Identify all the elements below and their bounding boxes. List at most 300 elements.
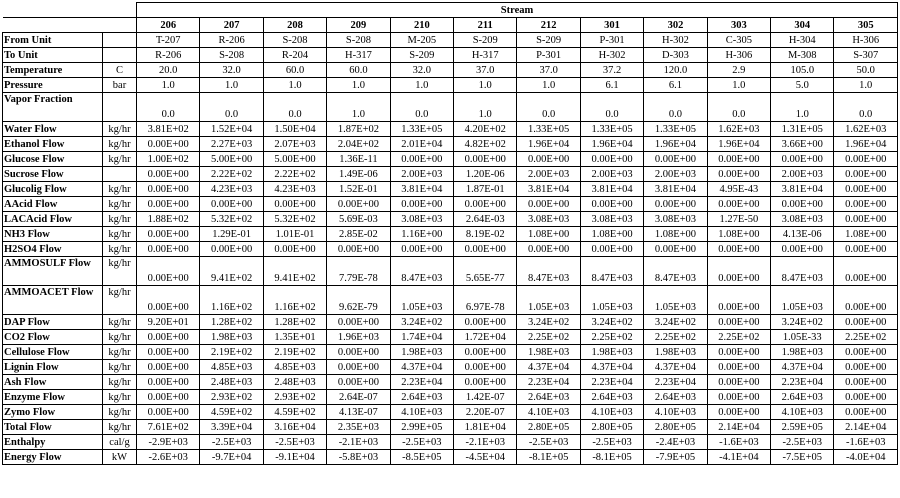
table-cell: -7.9E+05 <box>644 450 707 465</box>
table-cell: 3.39E+04 <box>200 420 263 435</box>
table-cell: 1.28E+02 <box>263 315 326 330</box>
table-cell: S-209 <box>390 48 453 63</box>
table-cell: 0.00E+00 <box>834 212 898 227</box>
table-cell: 1.96E+04 <box>517 137 580 152</box>
table-cell: H-302 <box>644 33 707 48</box>
table-cell: 1.08E+00 <box>644 227 707 242</box>
table-row <box>3 182 898 197</box>
table-cell: 2.23E+04 <box>580 375 643 390</box>
table-cell: 120.0 <box>644 63 707 78</box>
table-cell: 3.08E+03 <box>390 212 453 227</box>
table-cell: 3.24E+02 <box>644 315 707 330</box>
table-cell: 0.00E+00 <box>137 182 200 197</box>
row-unit <box>103 33 137 48</box>
table-cell: 1.05E-33 <box>771 330 834 345</box>
table-cell: -1.6E+03 <box>707 435 770 450</box>
table-cell: 2.93E+02 <box>200 390 263 405</box>
table-cell: 3.08E+03 <box>644 212 707 227</box>
table-row <box>3 122 898 137</box>
stream-id-header: 303 <box>707 18 770 33</box>
table-cell: 1.50E+04 <box>263 122 326 137</box>
table-cell: 7.61E+02 <box>137 420 200 435</box>
table-cell: 1.0 <box>327 78 390 93</box>
table-cell: -9.1E+04 <box>263 450 326 465</box>
table-cell: 1.00E+02 <box>137 152 200 167</box>
table-cell: 4.37E+04 <box>390 360 453 375</box>
table-cell: 0.0 <box>834 93 898 122</box>
table-row <box>3 242 898 257</box>
table-cell: 1.20E-06 <box>454 167 517 182</box>
table-cell: 1.16E+02 <box>263 286 326 315</box>
table-cell: 1.29E-01 <box>200 227 263 242</box>
table-cell: -8.1E+05 <box>580 450 643 465</box>
table-cell: 1.52E-01 <box>327 182 390 197</box>
table-cell: 0.00E+00 <box>327 345 390 360</box>
table-cell: 9.41E+02 <box>200 257 263 286</box>
table-cell: 3.81E+02 <box>137 122 200 137</box>
table-cell: 1.42E-07 <box>454 390 517 405</box>
table-cell: 0.00E+00 <box>200 242 263 257</box>
table-cell: 60.0 <box>327 63 390 78</box>
row-unit: kg/hr <box>103 257 137 286</box>
table-cell: 8.47E+03 <box>771 257 834 286</box>
table-row <box>3 390 898 405</box>
table-cell: 0.0 <box>517 93 580 122</box>
row-unit: kg/hr <box>103 420 137 435</box>
table-cell: 0.00E+00 <box>327 375 390 390</box>
table-cell: -2.5E+03 <box>263 435 326 450</box>
table-cell: 2.25E+02 <box>580 330 643 345</box>
table-cell: 20.0 <box>137 63 200 78</box>
table-cell: 50.0 <box>834 63 898 78</box>
table-cell: 0.0 <box>580 93 643 122</box>
table-cell: 0.00E+00 <box>707 167 770 182</box>
table-cell: 1.96E+04 <box>580 137 643 152</box>
table-cell: 1.74E+04 <box>390 330 453 345</box>
table-cell: M-308 <box>771 48 834 63</box>
stream-id-header: 210 <box>390 18 453 33</box>
stream-group-header: Stream <box>137 3 898 18</box>
row-label: LACAcid Flow <box>3 212 103 227</box>
table-cell: 1.98E+03 <box>390 345 453 360</box>
table-cell: 9.62E-79 <box>327 286 390 315</box>
corner-blank <box>3 3 137 18</box>
table-cell: 0.00E+00 <box>454 242 517 257</box>
table-cell: 5.69E-03 <box>327 212 390 227</box>
table-cell: 2.22E+02 <box>263 167 326 182</box>
table-cell: 4.10E+03 <box>580 405 643 420</box>
table-cell: 2.80E+05 <box>644 420 707 435</box>
table-cell: -9.7E+04 <box>200 450 263 465</box>
table-cell: H-302 <box>580 48 643 63</box>
table-cell: 0.00E+00 <box>454 315 517 330</box>
table-cell: 1.31E+05 <box>771 122 834 137</box>
table-cell: 0.0 <box>707 93 770 122</box>
row-label: From Unit <box>3 33 103 48</box>
table-cell: 0.00E+00 <box>834 360 898 375</box>
table-cell: 0.00E+00 <box>580 197 643 212</box>
table-cell: 0.00E+00 <box>200 197 263 212</box>
table-cell: H-317 <box>327 48 390 63</box>
table-cell: 0.00E+00 <box>454 152 517 167</box>
table-cell: 2.64E+03 <box>390 390 453 405</box>
row-unit: kg/hr <box>103 286 137 315</box>
table-cell: 1.36E-11 <box>327 152 390 167</box>
table-cell: 0.00E+00 <box>707 315 770 330</box>
table-cell: R-204 <box>263 48 326 63</box>
table-cell: S-208 <box>200 48 263 63</box>
table-row <box>3 33 898 48</box>
table-cell: 2.27E+03 <box>200 137 263 152</box>
table-cell: 0.00E+00 <box>644 242 707 257</box>
table-cell: 0.00E+00 <box>327 315 390 330</box>
table-row <box>3 375 898 390</box>
table-cell: 1.27E-50 <box>707 212 770 227</box>
table-cell: 1.05E+03 <box>390 286 453 315</box>
table-cell: -1.6E+03 <box>834 435 898 450</box>
table-cell: 1.28E+02 <box>200 315 263 330</box>
row-label: Water Flow <box>3 122 103 137</box>
table-cell: 0.00E+00 <box>834 152 898 167</box>
table-cell: 32.0 <box>200 63 263 78</box>
table-cell: 2.22E+02 <box>200 167 263 182</box>
table-cell: 0.00E+00 <box>517 242 580 257</box>
stream-id-header: 301 <box>580 18 643 33</box>
table-cell: 0.00E+00 <box>580 242 643 257</box>
table-cell: 1.01E-01 <box>263 227 326 242</box>
table-cell: 6.1 <box>644 78 707 93</box>
table-cell: -2.6E+03 <box>137 450 200 465</box>
table-cell: 0.00E+00 <box>137 286 200 315</box>
stream-id-header: 212 <box>517 18 580 33</box>
table-cell: 1.08E+00 <box>834 227 898 242</box>
table-row <box>3 405 898 420</box>
table-cell: 2.23E+04 <box>390 375 453 390</box>
table-cell: T-207 <box>137 33 200 48</box>
table-cell: H-306 <box>834 33 898 48</box>
table-cell: -4.5E+04 <box>454 450 517 465</box>
table-cell: 2.64E+03 <box>580 390 643 405</box>
row-label: AAcid Flow <box>3 197 103 212</box>
table-cell: 1.0 <box>327 93 390 122</box>
table-cell: 2.07E+03 <box>263 137 326 152</box>
table-cell: 1.08E+00 <box>580 227 643 242</box>
table-cell: -2.5E+03 <box>200 435 263 450</box>
table-cell: S-209 <box>517 33 580 48</box>
table-cell: -2.5E+03 <box>771 435 834 450</box>
table-cell: 2.04E+02 <box>327 137 390 152</box>
row-unit: cal/g <box>103 435 137 450</box>
table-cell: 3.81E+04 <box>580 182 643 197</box>
table-cell: 1.33E+05 <box>644 122 707 137</box>
table-cell: 1.98E+03 <box>771 345 834 360</box>
table-cell: 1.0 <box>517 78 580 93</box>
row-unit: kg/hr <box>103 122 137 137</box>
table-cell: P-301 <box>580 33 643 48</box>
table-cell: 3.81E+04 <box>644 182 707 197</box>
table-cell: 0.00E+00 <box>137 257 200 286</box>
table-cell: 2.85E-02 <box>327 227 390 242</box>
table-cell: 0.00E+00 <box>644 152 707 167</box>
table-cell: 1.35E+01 <box>263 330 326 345</box>
table-cell: 4.10E+03 <box>517 405 580 420</box>
table-cell: 0.00E+00 <box>327 242 390 257</box>
table-cell: 0.00E+00 <box>771 242 834 257</box>
table-cell: 4.20E+02 <box>454 122 517 137</box>
table-cell: -7.5E+05 <box>771 450 834 465</box>
table-cell: 2.48E+03 <box>200 375 263 390</box>
row-label: Lignin Flow <box>3 360 103 375</box>
table-cell: 4.10E+03 <box>390 405 453 420</box>
table-cell: 2.00E+03 <box>517 167 580 182</box>
table-cell: 0.00E+00 <box>707 286 770 315</box>
table-cell: M-205 <box>390 33 453 48</box>
row-unit <box>103 93 137 122</box>
table-cell: 6.97E-78 <box>454 286 517 315</box>
table-cell: 37.2 <box>580 63 643 78</box>
table-cell: 1.16E+00 <box>390 227 453 242</box>
row-unit: kg/hr <box>103 375 137 390</box>
table-cell: 2.00E+03 <box>771 167 834 182</box>
row-unit: kg/hr <box>103 390 137 405</box>
table-cell: 2.64E+03 <box>517 390 580 405</box>
table-cell: 2.35E+03 <box>327 420 390 435</box>
table-cell: 1.87E+02 <box>327 122 390 137</box>
table-cell: 4.95E-43 <box>707 182 770 197</box>
table-cell: 3.81E+04 <box>390 182 453 197</box>
table-cell: 3.08E+03 <box>517 212 580 227</box>
row-unit: kW <box>103 450 137 465</box>
table-cell: 0.00E+00 <box>454 360 517 375</box>
row-unit <box>103 167 137 182</box>
table-cell: 3.66E+00 <box>771 137 834 152</box>
table-cell: 0.00E+00 <box>137 405 200 420</box>
table-cell: 105.0 <box>771 63 834 78</box>
row-unit: kg/hr <box>103 182 137 197</box>
table-cell: H-317 <box>454 48 517 63</box>
row-label: NH3 Flow <box>3 227 103 242</box>
table-cell: -8.1E+05 <box>517 450 580 465</box>
row-unit: C <box>103 63 137 78</box>
table-cell: 0.00E+00 <box>834 375 898 390</box>
corner-blank-2 <box>3 18 137 33</box>
table-cell: 0.00E+00 <box>834 390 898 405</box>
table-cell: 0.0 <box>390 93 453 122</box>
table-cell: 2.00E+03 <box>390 167 453 182</box>
row-unit: kg/hr <box>103 212 137 227</box>
table-cell: 2.99E+05 <box>390 420 453 435</box>
table-row <box>3 212 898 227</box>
table-cell: 5.65E-77 <box>454 257 517 286</box>
table-cell: 0.00E+00 <box>517 197 580 212</box>
table-cell: 5.0 <box>771 78 834 93</box>
table-cell: 8.47E+03 <box>644 257 707 286</box>
table-cell: 1.0 <box>137 78 200 93</box>
table-cell: 0.0 <box>137 93 200 122</box>
table-cell: 2.23E+04 <box>771 375 834 390</box>
row-label: H2SO4 Flow <box>3 242 103 257</box>
table-cell: 0.00E+00 <box>137 345 200 360</box>
table-cell: P-301 <box>517 48 580 63</box>
row-unit: kg/hr <box>103 197 137 212</box>
table-cell: 0.00E+00 <box>137 375 200 390</box>
table-cell: 0.00E+00 <box>834 257 898 286</box>
table-cell: 6.1 <box>580 78 643 93</box>
table-cell: 0.00E+00 <box>834 345 898 360</box>
table-cell: 0.00E+00 <box>834 405 898 420</box>
table-cell: 2.14E+04 <box>834 420 898 435</box>
table-cell: 1.05E+03 <box>771 286 834 315</box>
table-cell: 8.47E+03 <box>517 257 580 286</box>
row-label: Zymo Flow <box>3 405 103 420</box>
table-cell: 9.41E+02 <box>263 257 326 286</box>
table-cell: -2.1E+03 <box>454 435 517 450</box>
table-cell: 4.13E-07 <box>327 405 390 420</box>
row-label: Ethanol Flow <box>3 137 103 152</box>
table-cell: 1.0 <box>771 93 834 122</box>
table-cell: 2.80E+05 <box>517 420 580 435</box>
table-cell: 1.88E+02 <box>137 212 200 227</box>
table-cell: 60.0 <box>263 63 326 78</box>
table-cell: 2.9 <box>707 63 770 78</box>
table-cell: 0.00E+00 <box>327 197 390 212</box>
table-cell: 4.23E+03 <box>200 182 263 197</box>
table-cell: 0.00E+00 <box>644 197 707 212</box>
table-cell: 5.00E+00 <box>263 152 326 167</box>
row-unit: bar <box>103 78 137 93</box>
table-cell: S-307 <box>834 48 898 63</box>
table-cell: 3.08E+03 <box>771 212 834 227</box>
table-cell: 1.05E+03 <box>517 286 580 315</box>
table-cell: 0.00E+00 <box>834 197 898 212</box>
table-cell: 0.00E+00 <box>834 315 898 330</box>
row-label: Enzyme Flow <box>3 390 103 405</box>
table-cell: 4.82E+02 <box>454 137 517 152</box>
table-cell: 2.80E+05 <box>580 420 643 435</box>
table-cell: 2.25E+02 <box>834 330 898 345</box>
stream-id-header: 207 <box>200 18 263 33</box>
table-cell: 0.00E+00 <box>707 197 770 212</box>
row-unit: kg/hr <box>103 152 137 167</box>
table-cell: 1.49E-06 <box>327 167 390 182</box>
table-cell: 4.85E+03 <box>263 360 326 375</box>
table-cell: 1.81E+04 <box>454 420 517 435</box>
table-cell: 2.25E+02 <box>644 330 707 345</box>
table-row <box>3 167 898 182</box>
table-cell: S-208 <box>327 33 390 48</box>
table-cell: 0.00E+00 <box>263 242 326 257</box>
table-cell: 3.24E+02 <box>580 315 643 330</box>
table-cell: 2.64E+03 <box>771 390 834 405</box>
table-cell: 2.00E+03 <box>644 167 707 182</box>
table-cell: 0.00E+00 <box>707 405 770 420</box>
table-cell: 2.48E+03 <box>263 375 326 390</box>
table-cell: 1.0 <box>834 78 898 93</box>
table-row <box>3 152 898 167</box>
table-cell: 5.32E+02 <box>200 212 263 227</box>
table-cell: -8.5E+05 <box>390 450 453 465</box>
stream-id-header: 305 <box>834 18 898 33</box>
table-cell: 0.00E+00 <box>771 152 834 167</box>
table-cell: 1.08E+00 <box>517 227 580 242</box>
table-cell: 0.00E+00 <box>327 360 390 375</box>
table-cell: 1.96E+04 <box>644 137 707 152</box>
row-unit: kg/hr <box>103 405 137 420</box>
table-cell: H-304 <box>771 33 834 48</box>
table-cell: 4.13E-06 <box>771 227 834 242</box>
table-cell: 2.25E+02 <box>707 330 770 345</box>
table-cell: 1.08E+00 <box>707 227 770 242</box>
table-cell: 1.98E+03 <box>644 345 707 360</box>
table-cell: 0.00E+00 <box>137 227 200 242</box>
table-cell: 1.05E+03 <box>580 286 643 315</box>
row-label: Enthalpy <box>3 435 103 450</box>
table-cell: 0.00E+00 <box>454 345 517 360</box>
row-unit: kg/hr <box>103 227 137 242</box>
row-label: Energy Flow <box>3 450 103 465</box>
table-cell: 1.87E-01 <box>454 182 517 197</box>
stream-table <box>2 2 898 465</box>
table-cell: 0.00E+00 <box>834 167 898 182</box>
table-cell: -2.9E+03 <box>137 435 200 450</box>
table-cell: 2.64E-07 <box>327 390 390 405</box>
table-cell: 0.00E+00 <box>137 137 200 152</box>
table-cell: 2.20E-07 <box>454 405 517 420</box>
table-row <box>3 315 898 330</box>
table-cell: -2.5E+03 <box>517 435 580 450</box>
table-cell: -4.1E+04 <box>707 450 770 465</box>
table-cell: 0.00E+00 <box>137 330 200 345</box>
table-cell: 2.01E+04 <box>390 137 453 152</box>
row-unit: kg/hr <box>103 137 137 152</box>
table-cell: 37.0 <box>454 63 517 78</box>
table-cell: 8.47E+03 <box>580 257 643 286</box>
table-row <box>3 48 898 63</box>
table-cell: -2.1E+03 <box>327 435 390 450</box>
table-cell: 0.00E+00 <box>771 197 834 212</box>
table-row <box>3 78 898 93</box>
table-cell: C-305 <box>707 33 770 48</box>
row-unit: kg/hr <box>103 330 137 345</box>
table-cell: 0.00E+00 <box>137 390 200 405</box>
row-label: AMMOACET Flow <box>3 286 103 315</box>
table-cell: 0.00E+00 <box>707 257 770 286</box>
table-cell: 3.24E+02 <box>390 315 453 330</box>
row-unit: kg/hr <box>103 360 137 375</box>
stream-id-header: 211 <box>454 18 517 33</box>
row-label: Temperature <box>3 63 103 78</box>
table-cell: 0.00E+00 <box>707 390 770 405</box>
stream-id-header: 206 <box>137 18 200 33</box>
table-cell: 4.10E+03 <box>644 405 707 420</box>
table-cell: 37.0 <box>517 63 580 78</box>
table-cell: 9.20E+01 <box>137 315 200 330</box>
table-cell: 1.0 <box>454 93 517 122</box>
table-cell: 0.00E+00 <box>834 286 898 315</box>
table-cell: 4.37E+04 <box>517 360 580 375</box>
table-cell: 0.0 <box>263 93 326 122</box>
table-row <box>3 227 898 242</box>
table-cell: 7.79E-78 <box>327 257 390 286</box>
table-cell: 4.85E+03 <box>200 360 263 375</box>
table-cell: 0.00E+00 <box>390 152 453 167</box>
table-cell: 1.33E+05 <box>517 122 580 137</box>
table-row <box>3 360 898 375</box>
row-unit <box>103 48 137 63</box>
table-cell: H-306 <box>707 48 770 63</box>
table-row <box>3 137 898 152</box>
table-row <box>3 63 898 78</box>
